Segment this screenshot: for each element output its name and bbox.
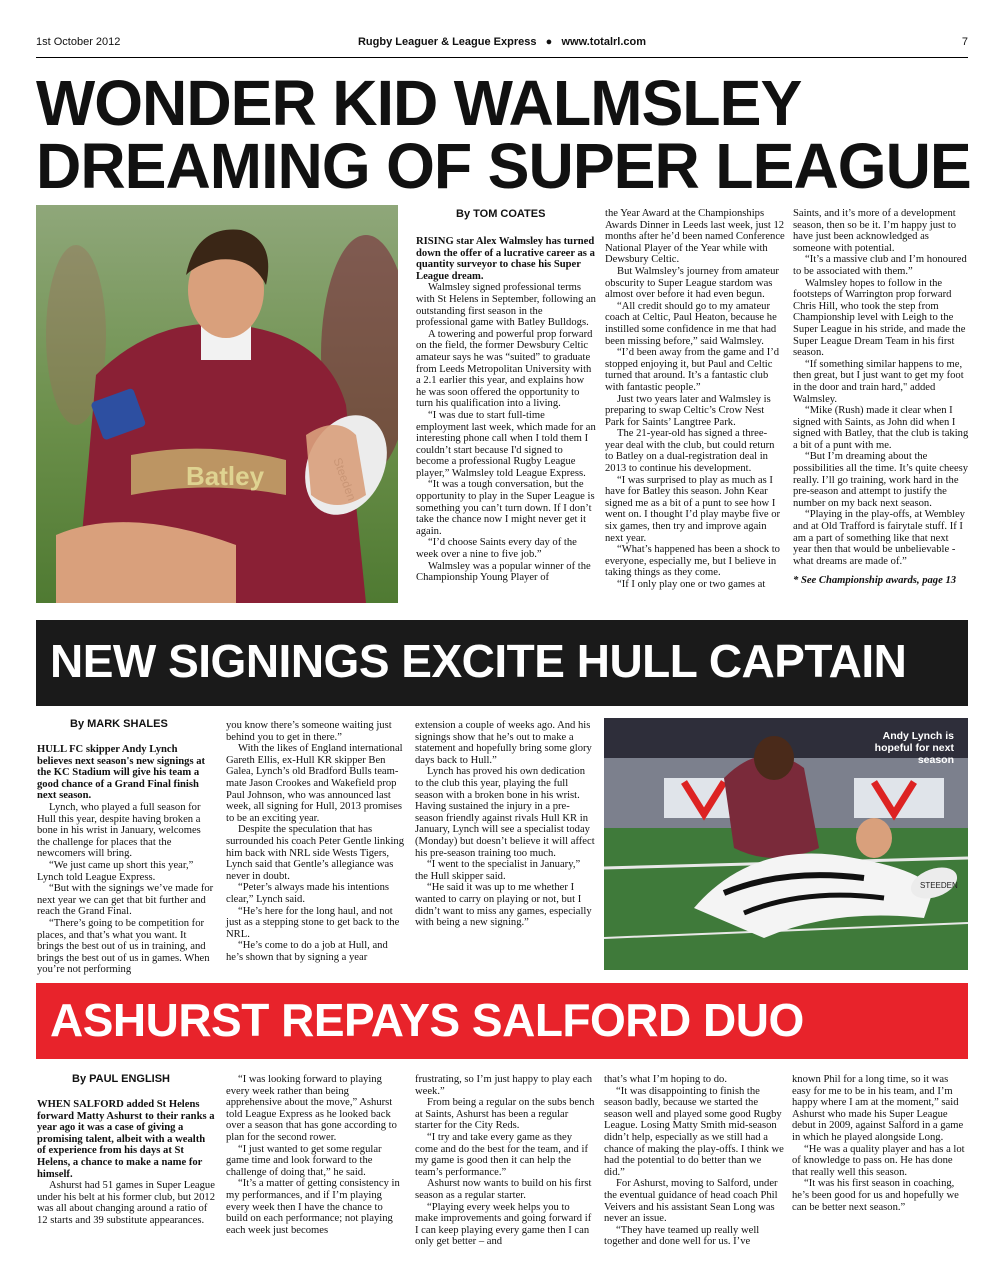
story2-headline: NEW SIGNINGS EXCITE HULL CAPTAIN bbox=[50, 635, 907, 687]
see-also-note: * See Championship awards, page 13 bbox=[793, 575, 957, 587]
story2-col2-para: With the likes of England international Gareth Ellis, ex-Hull KR skipper Ben Galea, Lynch’s old Bradford Bulls team-mate Jason Crookes and Wakefield prop Paul Johnson, who was announced last week, all signing for Hull, 2013 promises to be an exciting year. bbox=[226, 743, 403, 824]
story2-col1-para: “But with the signings we’ve made for next year we can get that bit further and reach the Grand Final. bbox=[37, 883, 214, 918]
story2-col1-para: HULL FC skipper Andy Lynch believes next season's new signings at the KC Stadium will give his team a good chance of a Grand Final finish next season. bbox=[37, 744, 206, 802]
story1-col2-para: “I was surprised to play as much as I have for Batley this season. John Kear signed me as a bit of a punt to see how I went on. I thought I’d play maybe five or six games, then try and improve again next year. bbox=[605, 474, 781, 544]
story3-col3-para: Ashurst now wants to build on his first season as a regular starter. bbox=[415, 1178, 592, 1201]
story1-col1-para: Walmsley signed professional terms with St Helens in September, following an outstanding first season in the professional game with Batley Bulldogs. bbox=[416, 282, 596, 329]
story3-column-2 bbox=[226, 1074, 406, 1236]
story2-col2-para: “He’s come to do a job at Hull, and he’s shown that by signing a year bbox=[226, 940, 388, 963]
story1-column-2 bbox=[605, 208, 785, 591]
story2-col3-para: extension a couple of weeks ago. And his signings show that he’s out to make a statement and hopefully bring some glory days back to Hull.” bbox=[415, 720, 592, 766]
story2-col2-para: “Peter’s always made his intentions clear,” Lynch said. bbox=[226, 882, 390, 905]
story1-col3-para: Walmsley hopes to follow in the footsteps of Warrington prop forward Chris Hill, who took the step from Championship level with Leigh to the Super League in his stride, and made the Super League Dream Team in his first season. bbox=[793, 277, 966, 359]
story3-col1-para: WHEN SALFORD added St Helens forward Matty Ashurst to their ranks a year ago it was a case of giving a promising talent, albeit with a wealth of experience from his days at St Helens, a chance to make a name for himself. bbox=[37, 1099, 215, 1180]
bullet-separator: ● bbox=[539, 36, 559, 48]
story1-col3-para: “Playing in the play-offs, at Wembley and at Old Trafford is fairytale stuff. If I am a part of something like that next year then that would be unbelievable - what dreams are made of.” bbox=[793, 509, 965, 567]
story2-col1-para: “We just came up short this year,” Lynch told League Express. bbox=[37, 859, 194, 883]
story3-col5-para: “It was his first season in coaching, he’s been good for us and hopefully we can be better next season.” bbox=[792, 1178, 959, 1213]
story1-col2-para: Just two years later and Walmsley is preparing to swap Celtic’s Crow Nest Park for Saints’ Langtree Park. bbox=[605, 393, 771, 428]
story3-col5-para: known Phil for a long time, so it was easy for me to be in his team, and I’m happy where I am at the moment,” said Ashurst who made his Super League debut in 2009, against Salford in a game in which he played alongside Long. bbox=[792, 1074, 964, 1143]
story3-col4-para: “It was disappointing to finish the season badly, because we started the season well and played some good Rugby League. Losing Matty Smith mid-season didn’t help, especially as we still had a chance of making the play-offs. I think we had the potential to do better than we did.” bbox=[604, 1085, 784, 1178]
publication-line bbox=[36, 36, 968, 48]
photo-caption: Andy Lynch is hopeful for next season bbox=[874, 730, 954, 766]
story1-col3-para: “If something similar happens to me, then great, but I just want to get my foot in the door and train hard," added Walmsley. bbox=[793, 358, 964, 405]
story1-col1-para: RISING star Alex Walmsley has turned down the offer of a lucrative career as a quantity surveyor to chase his Super League dream. bbox=[416, 236, 595, 282]
story1-col3-para: “But I’m dreaming about the possibilities all the time. It’s quite cheesy really. I’ll go training, work hard in the pre-season and attempt to justify the number on my back next season. bbox=[793, 451, 969, 509]
story1-headline bbox=[36, 67, 971, 202]
story3-col5-para: “He was a quality player and has a lot of knowledge to pass on. He has done that really well this season. bbox=[792, 1143, 965, 1178]
story3-byline: By PAUL ENGLISH bbox=[72, 1073, 170, 1085]
story2-photo bbox=[604, 718, 968, 970]
story3-col2-para: “It’s a matter of getting consistency in my performances, and if I’m playing every week then I have the chance to build on each performance; not playing each week just becomes bbox=[226, 1178, 400, 1236]
story2-col1-para: Lynch, who played a full season for Hull this year, despite having broken a bone in his wrist in January, welcomes the challenge for places that the newcomers will bring. bbox=[37, 801, 201, 860]
story3-column-4 bbox=[604, 1074, 784, 1248]
story1-col1-para: “It was a tough conversation, but the opportunity to play in the Super League is something you can’t turn down. If I don’t take the chance now I might never get it again. bbox=[416, 479, 595, 537]
story2-col3-para: “I went to the specialist in January,” the Hull skipper said. bbox=[415, 859, 581, 882]
story1-col2-para: “All credit should go to my amateur coach at Celtic, Paul Heaton, because he instilled some confidence in me that had been missing before,” said Walmsley. bbox=[605, 300, 777, 347]
issue-date: 1st October 2012 bbox=[36, 36, 121, 48]
story2-col2-para: Despite the speculation that has surrounded his coach Peter Gentle linking him back with NRL side Wests Tigers, Lynch said that Gentle’s allegiance was never in doubt. bbox=[226, 824, 404, 882]
story2-column-1 bbox=[37, 744, 215, 976]
shirt-sponsor-text: Batley bbox=[186, 461, 265, 491]
player-running-with-ball-image bbox=[36, 205, 398, 603]
story2-col2-para: you know there’s someone waiting just behind you to get in there.” bbox=[226, 720, 392, 743]
story1-col2-para: The 21-year-old has signed a three-year deal with the club, but could return to Batley on a dual-registration deal in 2013 to continue his development. bbox=[605, 428, 775, 475]
story1-col2-para: “I’d been away from the game and I’d stopped enjoying it, but Paul and Celtic turned that around. It’s a fantastic club with fantastic people.” bbox=[605, 347, 780, 393]
page-number: 7 bbox=[961, 36, 968, 48]
story1-headline-line2: DREAMING OF SUPER LEAGUE bbox=[36, 129, 971, 202]
story2-headline-banner bbox=[36, 620, 968, 706]
story1-photo bbox=[36, 205, 398, 603]
header-divider bbox=[36, 57, 968, 58]
story3-col3-para: frustrating, so I’m just happy to play each week.” bbox=[415, 1074, 593, 1097]
story3-col3-para: From being a regular on the subs bench at Saints, Ashurst has been a regular starter for the City Reds. bbox=[415, 1097, 595, 1132]
story3-col3-para: “I try and take every game as they come and do the best for the team, and if my game is good then it can help the team’s performance.” bbox=[415, 1131, 588, 1178]
story1-col2-para: But Walmsley’s journey from amateur obscurity to Super League stardom was almost over before it had even begun. bbox=[605, 265, 779, 301]
story1-col1-para: “I’d choose Saints every day of the week over a nine to five job.” bbox=[416, 537, 577, 561]
publication-name: Rugby Leaguer & League Express bbox=[357, 36, 537, 48]
story3-column-1 bbox=[37, 1099, 215, 1227]
story1-col3-para: “Mike (Rush) made it clear when I signed with Saints, as John did when I signed with Batley, that the club is taking a bit of a punt with me. bbox=[793, 405, 969, 451]
ball-brand-text: STEEDEN bbox=[920, 881, 958, 890]
story3-column-5 bbox=[792, 1074, 969, 1213]
story2-col3-para: “He said it was up to me whether I wanted to carry on playing or not, but I didn’t want to miss any games, especially with being a new signing.” bbox=[415, 882, 592, 929]
story3-col1-para: Ashurst had 51 games in Super League under his belt at his former club, but 2012 was all about changing around a ratio of 12 starts and 39 substitute appearances. bbox=[37, 1180, 215, 1226]
story2-col3-para: Lynch has proved his own dedication to the club this year, playing the full season with a broken bone in his wrist. Having sustained the injury in a pre-season friendly against rivals Hull KR in January, Lynch will see a specialist today (Monday) but doesn’t believe it will affect his pre-season training too much. bbox=[415, 766, 595, 859]
website-link[interactable]: www.totalrl.com bbox=[561, 36, 647, 48]
story1-col2-para: “What’s happened has been a shock to everyone, especially me, but I believe in taking things as they come. bbox=[605, 544, 780, 579]
story2-column-2 bbox=[226, 720, 406, 963]
story1-col2-para: “If I only play one or two games at bbox=[617, 579, 766, 590]
story1-headline-line1: WONDER KID WALMSLEY bbox=[36, 67, 802, 139]
story1-col2-para: the Year Award at the Championships Awards Dinner in Leeds last week, just 12 months after he’d been named Conference National Player of the Year while with Dewsbury Celtic. bbox=[605, 208, 785, 266]
story1-col1-para: A towering and powerful prop forward on the field, the former Dewsbury Celtic amateur says he was “suited” to graduate from Leeds Metropolitan University with a 2.1 earlier this year, and explains how he was soon offered the opportunity to turn his qualification into a living. bbox=[416, 328, 593, 410]
page-header bbox=[36, 36, 968, 54]
story3-column-3 bbox=[415, 1074, 595, 1248]
story2-col1-para: “There’s going to be competition for places, and that’s what you want. It brings the best out of us in training, and brings the best out of us in games. When you’re not performing bbox=[37, 917, 210, 976]
story3-col2-para: “I just wanted to get some regular game time and look forward to the challenge of doing that,” he said. bbox=[226, 1143, 382, 1178]
story1-column-1 bbox=[416, 236, 596, 584]
story2-col2-para: “He’s here for the long haul, and not just as a stepping stone to get back to the NRL. bbox=[226, 905, 400, 940]
story3-headline-banner bbox=[36, 983, 968, 1059]
story1-col1-para: Walmsley was a popular winner of the Championship Young Player of bbox=[416, 560, 591, 584]
story1-byline: By TOM COATES bbox=[456, 208, 546, 220]
story2-column-3 bbox=[415, 720, 595, 929]
story3-col4-para: “They have teamed up really well together and done well for us. I’ve bbox=[604, 1224, 760, 1248]
story1-column-3 bbox=[793, 208, 969, 587]
story3-col4-para: that’s what I’m hoping to do. bbox=[604, 1074, 727, 1085]
story3-col3-para: “Playing every week helps you to make improvements and going forward if I can keep playing every game then I can only get better – and bbox=[415, 1201, 592, 1248]
story1-col3-para: Saints, and it’s more of a development season, then so be it. I’m happy just to have just been acknowledged as someone with potential. bbox=[793, 208, 957, 254]
story3-headline: ASHURST REPAYS SALFORD DUO bbox=[50, 994, 804, 1046]
story3-col2-para: “I was looking forward to playing every week rather than being apprehensive about the move,” Ashurst told League Express as he looked back over a season that has gone according to plan for the second rower. bbox=[226, 1074, 397, 1143]
story2-byline: By MARK SHALES bbox=[70, 718, 168, 730]
story3-col4-para: For Ashurst, moving to Salford, under the eventual guidance of head coach Phil Veivers and his assistant Sean Long was never an issue. bbox=[604, 1178, 778, 1225]
story1-col1-para: “I was due to start full-time employment last week, which made for an interesting phone call when I told them I couldn’t start because I'd signed to become a professional Rugby League player,” Walmsley told League Express. bbox=[416, 409, 596, 479]
story1-col3-para: “It’s a massive club and I’m honoured to be associated with them.” bbox=[793, 254, 967, 277]
